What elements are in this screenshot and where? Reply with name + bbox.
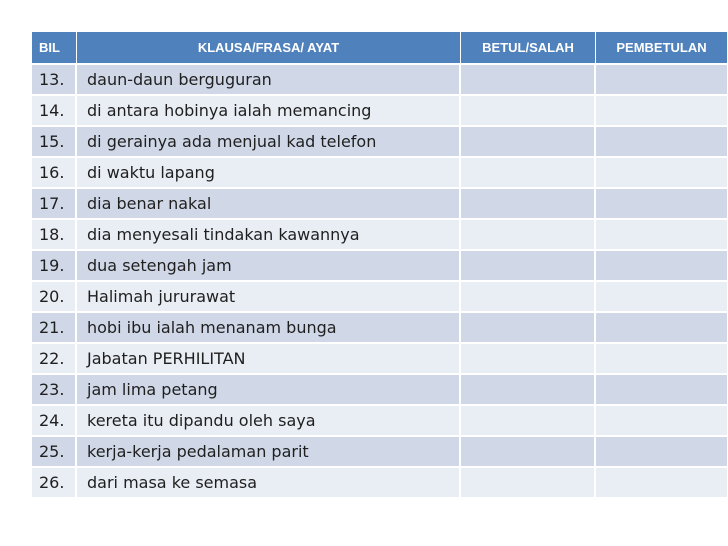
table-row: [32, 313, 727, 344]
table-row: [32, 96, 727, 127]
cell-betul-salah[interactable]: [461, 282, 596, 313]
table-row: [32, 220, 727, 251]
cell-bil: 16.: [32, 158, 77, 189]
cell-klausa: hobi ibu ialah menanam bunga: [77, 313, 461, 344]
header-bil: BIL: [32, 32, 77, 65]
table-row: [32, 65, 727, 96]
header-klausa: KLAUSA/FRASA/ AYAT: [77, 32, 461, 65]
cell-betul-salah[interactable]: [461, 220, 596, 251]
cell-betul-salah[interactable]: [461, 375, 596, 406]
cell-betul-salah[interactable]: [461, 468, 596, 499]
cell-pembetulan[interactable]: [596, 158, 727, 189]
cell-pembetulan[interactable]: [596, 344, 727, 375]
table-row: [32, 189, 727, 220]
cell-bil: 19.: [32, 251, 77, 282]
cell-klausa: dari masa ke semasa: [77, 468, 461, 499]
cell-betul-salah[interactable]: [461, 344, 596, 375]
header-betul-salah: BETUL/SALAH: [461, 32, 596, 65]
cell-bil: 25.: [32, 437, 77, 468]
cell-pembetulan[interactable]: [596, 313, 727, 344]
cell-klausa: Jabatan PERHILITAN: [77, 344, 461, 375]
cell-klausa: daun-daun berguguran: [77, 65, 461, 96]
cell-pembetulan[interactable]: [596, 65, 727, 96]
cell-betul-salah[interactable]: [461, 127, 596, 158]
exercise-table-container: [32, 32, 707, 499]
header-pembetulan: PEMBETULAN: [596, 32, 727, 65]
table-header-row: [32, 32, 727, 65]
table-row: [32, 468, 727, 499]
cell-pembetulan[interactable]: [596, 220, 727, 251]
cell-klausa: dua setengah jam: [77, 251, 461, 282]
cell-klausa: kereta itu dipandu oleh saya: [77, 406, 461, 437]
cell-pembetulan[interactable]: [596, 406, 727, 437]
cell-klausa: kerja-kerja pedalaman parit: [77, 437, 461, 468]
cell-klausa: di gerainya ada menjual kad telefon: [77, 127, 461, 158]
cell-betul-salah[interactable]: [461, 251, 596, 282]
cell-betul-salah[interactable]: [461, 406, 596, 437]
table-row: [32, 375, 727, 406]
cell-betul-salah[interactable]: [461, 158, 596, 189]
cell-pembetulan[interactable]: [596, 468, 727, 499]
cell-betul-salah[interactable]: [461, 96, 596, 127]
cell-klausa: dia menyesali tindakan kawannya: [77, 220, 461, 251]
cell-bil: 17.: [32, 189, 77, 220]
cell-bil: 24.: [32, 406, 77, 437]
cell-pembetulan[interactable]: [596, 251, 727, 282]
cell-bil: 23.: [32, 375, 77, 406]
cell-betul-salah[interactable]: [461, 189, 596, 220]
cell-bil: 15.: [32, 127, 77, 158]
cell-bil: 13.: [32, 65, 77, 96]
cell-klausa: jam lima petang: [77, 375, 461, 406]
table-row: [32, 282, 727, 313]
cell-pembetulan[interactable]: [596, 437, 727, 468]
table-row: [32, 406, 727, 437]
cell-bil: 14.: [32, 96, 77, 127]
table-body: [32, 65, 727, 499]
cell-klausa: dia benar nakal: [77, 189, 461, 220]
cell-pembetulan[interactable]: [596, 127, 727, 158]
table-row: [32, 251, 727, 282]
cell-klausa: Halimah jururawat: [77, 282, 461, 313]
cell-klausa: di antara hobinya ialah memancing: [77, 96, 461, 127]
table-row: [32, 158, 727, 189]
table-row: [32, 127, 727, 158]
cell-pembetulan[interactable]: [596, 189, 727, 220]
exercise-table: [32, 32, 727, 499]
cell-klausa: di waktu lapang: [77, 158, 461, 189]
cell-bil: 20.: [32, 282, 77, 313]
cell-bil: 21.: [32, 313, 77, 344]
cell-pembetulan[interactable]: [596, 96, 727, 127]
cell-bil: 22.: [32, 344, 77, 375]
cell-bil: 26.: [32, 468, 77, 499]
cell-bil: 18.: [32, 220, 77, 251]
table-row: [32, 344, 727, 375]
table-row: [32, 437, 727, 468]
cell-pembetulan[interactable]: [596, 375, 727, 406]
cell-betul-salah[interactable]: [461, 65, 596, 96]
cell-pembetulan[interactable]: [596, 282, 727, 313]
cell-betul-salah[interactable]: [461, 313, 596, 344]
cell-betul-salah[interactable]: [461, 437, 596, 468]
